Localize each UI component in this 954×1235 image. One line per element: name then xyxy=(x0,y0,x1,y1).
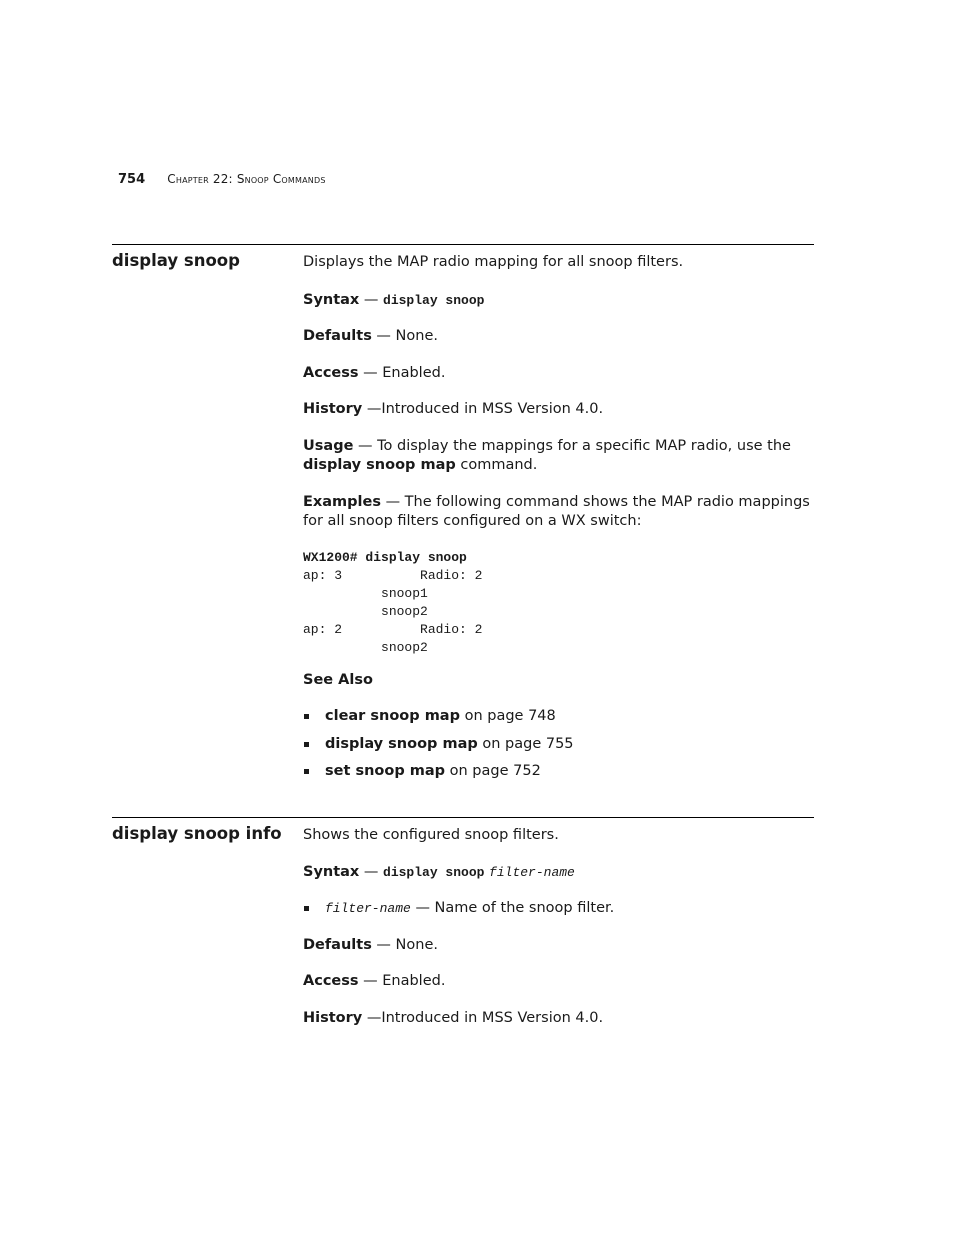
chapter-title: Chapter 22: Snoop Commands xyxy=(167,172,326,186)
access-label: Access xyxy=(303,973,359,989)
usage-text: — To display the mappings for a specific MAP radio, use the xyxy=(353,437,791,454)
syntax-command: display snoop xyxy=(383,292,485,308)
syntax-label: Syntax xyxy=(303,863,360,880)
parameter-description: — Name of the snoop filter. xyxy=(415,900,615,916)
defaults-text: — None. xyxy=(371,328,438,344)
see-also-list xyxy=(303,707,813,782)
defaults-label: Defaults xyxy=(303,328,372,344)
usage-paragraph xyxy=(303,437,813,476)
parameter-list xyxy=(303,899,813,919)
code-example xyxy=(303,549,813,657)
access-text: — Enabled. xyxy=(358,973,446,989)
running-header xyxy=(118,172,326,187)
syntax-label: Syntax xyxy=(303,291,360,308)
history-line xyxy=(303,400,813,420)
list-item xyxy=(303,707,813,727)
description: Shows the configured snoop filters. xyxy=(303,827,559,843)
list-item xyxy=(303,735,813,755)
code-command: WX1200# display snoop xyxy=(303,549,467,565)
see-also-heading xyxy=(303,671,813,691)
syntax-parameter: filter-name xyxy=(489,864,575,880)
defaults-line xyxy=(303,327,813,347)
section-display-snoop xyxy=(112,244,814,805)
history-label: History xyxy=(303,1009,363,1026)
see-also-page: on page 752 xyxy=(445,763,541,779)
usage-text-end: command. xyxy=(455,457,538,473)
list-item xyxy=(303,899,813,919)
code-output: ap: 3 Radio: 2 snoop1 snoop2 ap: 2 Radio: 2 snoop2 xyxy=(303,567,483,655)
history-text: —Introduced in MSS Version 4.0. xyxy=(362,1009,604,1026)
defaults-line xyxy=(303,936,813,956)
access-label: Access xyxy=(303,364,359,381)
see-also-link[interactable]: clear snoop map xyxy=(325,708,460,724)
see-also-page: on page 748 xyxy=(459,708,556,724)
see-also-label: See Also xyxy=(303,671,373,688)
section-title: display snoop xyxy=(112,251,240,270)
see-also-link[interactable]: display snoop map xyxy=(325,735,478,752)
see-also-link[interactable]: set snoop map xyxy=(325,763,446,779)
examples-text: — The following command shows the MAP radio mappings for all snoop filters configured on a WX switch: xyxy=(303,493,810,529)
description: Displays the MAP radio mapping for all snoop filters. xyxy=(303,254,684,270)
usage-label: Usage xyxy=(303,437,354,454)
access-text: — Enabled. xyxy=(358,364,446,381)
syntax-line xyxy=(303,291,813,311)
examples-paragraph xyxy=(303,493,813,532)
page-number: 754 xyxy=(118,172,146,187)
examples-label: Examples xyxy=(303,493,381,510)
syntax-separator: — xyxy=(359,863,384,880)
list-item xyxy=(303,762,813,782)
section-body xyxy=(303,253,813,782)
defaults-text: — None. xyxy=(371,936,438,953)
defaults-label: Defaults xyxy=(303,936,372,953)
section-body xyxy=(303,826,813,1028)
history-label: History xyxy=(303,401,363,417)
parameter-name: filter-name xyxy=(325,901,411,916)
history-line xyxy=(303,1009,813,1029)
section-title: display snoop info xyxy=(112,824,282,843)
history-text: —Introduced in MSS Version 4.0. xyxy=(362,401,604,417)
usage-command-link: display snoop map xyxy=(303,457,456,473)
syntax-command: display snoop xyxy=(383,864,485,880)
access-line xyxy=(303,364,813,384)
access-line xyxy=(303,972,813,992)
section-display-snoop-info xyxy=(112,817,814,1048)
syntax-line xyxy=(303,863,813,883)
see-also-page: on page 755 xyxy=(477,735,574,752)
syntax-separator: — xyxy=(359,291,384,308)
